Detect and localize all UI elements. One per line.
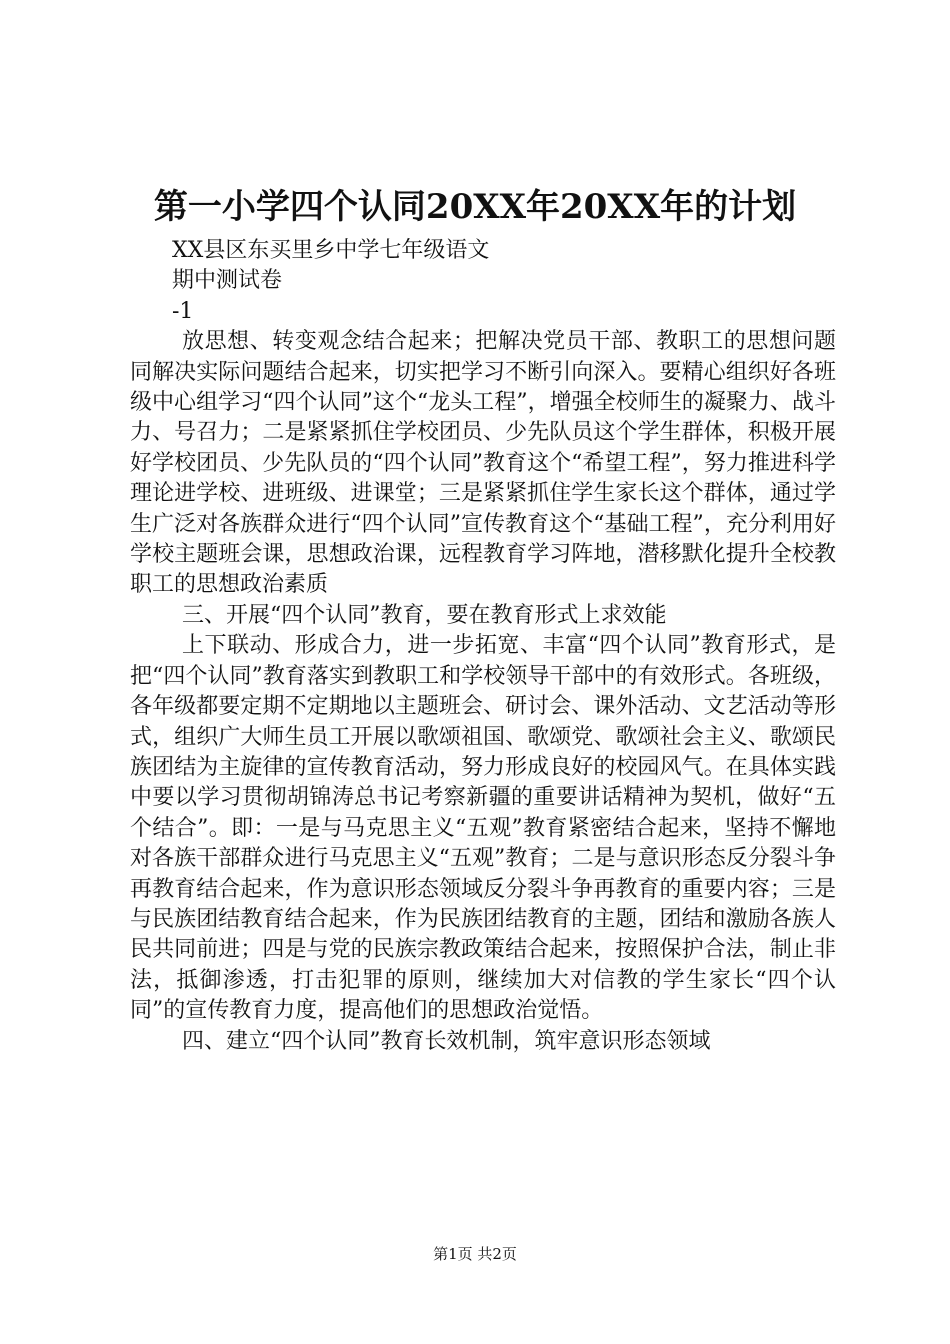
section-heading-three: 三、开展“四个认同”教育，要在教育形式上求效能 xyxy=(182,602,667,628)
section-heading-four: 四、建立“四个认同”教育长效机制，筑牢意识形态领域 xyxy=(182,1028,711,1054)
header-line-school: XX县区东买里乡中学七年级语文 xyxy=(172,238,490,263)
body-paragraph: 上下联动、形成合力，进一步拓宽、丰富“四个认同”教育形式，是把“四个认同”教育落实到教职工和学校领导干部中的有效形式。各班级，各年级都要定期不定期地以主题班会、研讨会、课外活动、文艺活动等形式，组织广大师生员工开展以歌颂祖国、歌颂党、歌颂社会主义、歌颂民族团结为主旋律的宣传教育活动，努力形成良好的校园风气。在具体实践中要以学习贯彻胡锦涛总书记考察新疆的重要讲话精神为契机，做好“五个结合”。即：一是与马克思主义“五观”教育紧密结合起来，坚持不懈地对各族干部群众进行马克思主义“五观”教育；二是与意识形态反分裂斗争再教育结合起来，作为意识形态领域反分裂斗争再教育的重要内容；三是与民族团结教育结合起来，作为民族团结教育的主题，团结和激励各族人民共同前进；四是与党的民族宗教政策结合起来，按照保护合法，制止非法，抵御渗透，打击犯罪的原则，继续加大对信教的学生家长“四个认同”的宣传教育力度，提高他们的思想政治觉悟。 xyxy=(130,633,836,1024)
document-title: 第一小学四个认同20XX年20XX年的计划 xyxy=(153,187,797,227)
body-paragraph: 放思想、转变观念结合起来；把解决党员干部、教职工的思想问题同解决实际问题结合起来，切实把学习不断引向深入。要精心组织好各班级中心组学习“四个认同”这个“龙头工程”，增强全校师生的凝聚力、战斗力、号召力；二是紧紧抓住学校团员、少先队员这个学生群体，积极开展好学校团员、少先队员的“四个认同”教育这个“希望工程”，努力推进科学理论进学校、进班级、进课堂；三是紧紧抓住学生家长这个群体，通过学生广泛对各族群众进行“四个认同”宣传教育这个“基础工程”，充分利用好学校主题班会课，思想政治课，远程教育学习阵地，潜移默化提升全校教职工的思想政治素质 xyxy=(130,329,836,598)
page-footer: 第1页 共2页 xyxy=(433,1245,517,1263)
document-body xyxy=(130,236,836,1057)
header-line-exam: 期中测试卷 xyxy=(172,268,283,294)
header-line-number: -1 xyxy=(172,298,194,324)
